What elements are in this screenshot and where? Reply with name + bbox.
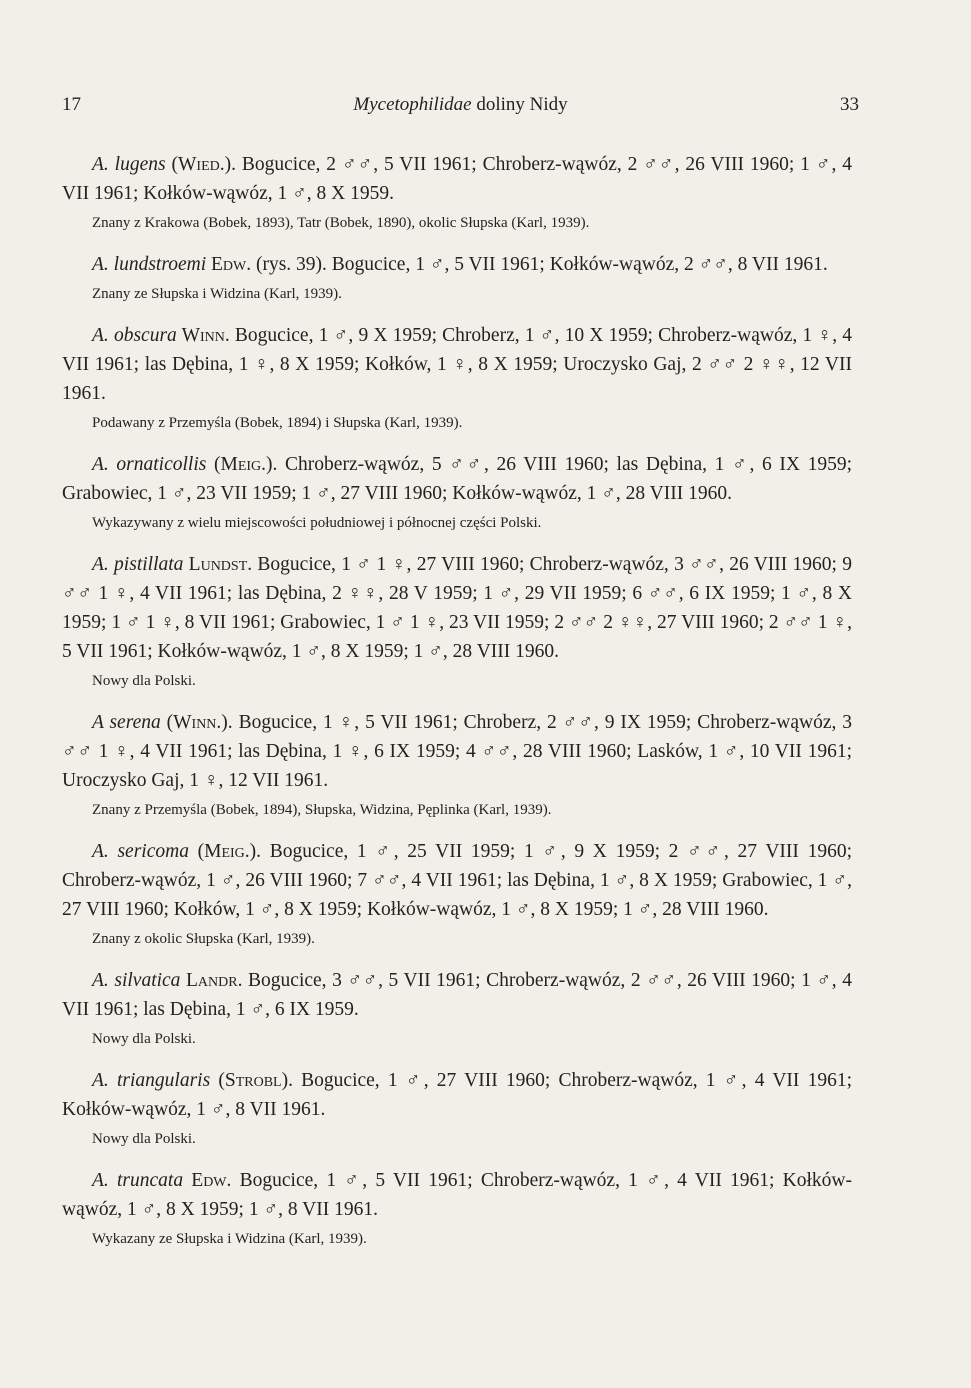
- species-paragraph: [62, 150, 852, 208]
- distribution-note: Wykazywany z wielu miejscowości południowej i północnej części Polski.: [92, 515, 542, 531]
- species-records: Chroberz-wąwóz, 5 ♂♂, 26 VIII 1960; las Dębina, 1 ♂, 6 IX 1959; Grabowiec, 1 ♂, 23 VII 1959; 1 ♂, 27 VIII 1960; Kołków-wąwóz, 1 ♂, 28 VIII 1960.: [62, 454, 852, 504]
- species-records: Bogucice, 3 ♂♂, 5 VII 1961; Chroberz-wąwóz, 2 ♂♂, 26 VIII 1960; 1 ♂, 4 VII 1961; las Dębina, 1 ♂, 6 IX 1959.: [62, 970, 852, 1020]
- species-author: Winn.: [176, 325, 230, 346]
- species-entry: [62, 1066, 852, 1150]
- species-name: A. ornaticollis: [92, 454, 207, 475]
- species-records: Bogucice, 1 ♂, 25 VII 1959; 1 ♂, 9 X 1959; 2 ♂♂, 27 VIII 1960; Chroberz-wąwóz, 1 ♂, 26 VIII 1960; 7 ♂♂, 4 VII 1961; las Dębina, 1 ♂, 8 X 1959; Grabowiec, 1 ♂, 27 VIII 1960; Kołków, 1 ♂, 8 X 1959; Kołków-wąwóz, 1 ♂, 8 X 1959; 1 ♂, 28 VIII 1960.: [62, 841, 852, 920]
- species-list: [62, 150, 852, 1266]
- species-records: Bogucice, 1 ♂, 5 VII 1961; Chroberz-wąwóz, 1 ♂, 4 VII 1961; Kołków-wąwóz, 1 ♂, 8 X 1959; 1 ♂, 8 VII 1961.: [62, 1170, 852, 1220]
- running-title-family: Mycetophilidae: [353, 94, 472, 115]
- species-author: Lundst.: [183, 554, 253, 575]
- species-paragraph: [62, 708, 852, 795]
- species-author: (Winn.).: [160, 712, 233, 733]
- species-author: Landr.: [180, 970, 243, 991]
- distribution-note: Znany z Przemyśla (Bobek, 1894), Słupska, Widzina, Pęplinka (Karl, 1939).: [92, 802, 552, 818]
- species-name: A. triangularis: [92, 1070, 211, 1091]
- distribution-note: Podawany z Przemyśla (Bobek, 1894) i Słupska (Karl, 1939).: [92, 415, 463, 431]
- species-paragraph: [62, 1066, 852, 1124]
- species-entry: [62, 1166, 852, 1250]
- running-header: [62, 94, 859, 116]
- species-entry: [62, 250, 852, 305]
- distribution-note: Nowy dla Polski.: [92, 1131, 196, 1147]
- species-name: A serena: [92, 712, 161, 733]
- species-author: (Meig.).: [188, 841, 262, 862]
- species-paragraph: [62, 250, 852, 279]
- species-records: Bogucice, 1 ♀, 5 VII 1961; Chroberz, 2 ♂♂, 9 IX 1959; Chroberz-wąwóz, 3 ♂♂ 1 ♀, 4 VII 1961; las Dębina, 1 ♀, 6 IX 1959; 4 ♂♂, 28 VIII 1960; Lasków, 1 ♂, 10 VII 1961; Uroczysko Gaj, 1 ♀, 12 VII 1961.: [62, 712, 853, 791]
- species-paragraph: [62, 837, 852, 924]
- distribution-note: Nowy dla Polski.: [92, 1031, 196, 1047]
- species-entry: [62, 966, 852, 1050]
- species-entry: [62, 837, 852, 950]
- distribution-note: Wykazany ze Słupska i Widzina (Karl, 1939).: [92, 1231, 367, 1247]
- species-entry: [62, 450, 852, 534]
- species-entry: [62, 321, 852, 434]
- species-author: Edw.: [206, 254, 252, 275]
- species-name: A. obscura: [92, 325, 177, 346]
- running-title-rest: doliny Nidy: [471, 94, 568, 115]
- species-paragraph: [62, 321, 852, 408]
- species-records: Bogucice, 2 ♂♂, 5 VII 1961; Chroberz-wąwóz, 2 ♂♂, 26 VIII 1960; 1 ♂, 4 VII 1961; Kołków-wąwóz, 1 ♂, 8 X 1959.: [62, 154, 853, 204]
- page-number-left: 17: [62, 94, 81, 115]
- running-title: [353, 94, 567, 116]
- species-name: A. silvatica: [92, 970, 181, 991]
- species-entry: [62, 708, 852, 821]
- page-number-right: 33: [840, 94, 859, 115]
- species-paragraph: [62, 450, 852, 508]
- distribution-note: Nowy dla Polski.: [92, 673, 196, 689]
- distribution-note: Znany ze Słupska i Widzina (Karl, 1939).: [92, 286, 342, 302]
- distribution-note: Znany z Krakowa (Bobek, 1893), Tatr (Bobek, 1890), okolic Słupska (Karl, 1939).: [92, 215, 590, 231]
- species-name: A. truncata: [92, 1170, 184, 1191]
- species-paragraph: [62, 1166, 852, 1224]
- species-name: A. lundstroemi: [92, 254, 207, 275]
- species-records: Bogucice, 1 ♂, 9 X 1959; Chroberz, 1 ♂, 10 X 1959; Chroberz-wąwóz, 1 ♀, 4 VII 1961; las Dębina, 1 ♀, 8 X 1959; Kołków, 1 ♀, 8 X 1959; Uroczysko Gaj, 2 ♂♂ 2 ♀♀, 12 VII 1961.: [62, 325, 853, 404]
- species-name: A. pistillata: [92, 554, 184, 575]
- species-name: A. sericoma: [92, 841, 189, 862]
- species-entry: [62, 550, 852, 692]
- species-name: A. lugens: [92, 154, 166, 175]
- distribution-note: Znany z okolic Słupska (Karl, 1939).: [92, 931, 315, 947]
- species-entry: [62, 150, 852, 234]
- species-records: Bogucice, 1 ♂ 1 ♀, 27 VIII 1960; Chroberz-wąwóz, 3 ♂♂, 26 VIII 1960; 9 ♂♂ 1 ♀, 4 VII 1961; las Dębina, 2 ♀♀, 28 V 1959; 1 ♂, 29 VII 1959; 6 ♂♂, 6 IX 1959; 1 ♂, 8 X 1959; 1 ♂ 1 ♀, 8 VII 1961; Grabowiec, 1 ♂ 1 ♀, 23 VII 1959; 2 ♂♂ 2 ♀♀, 27 VIII 1960; 2 ♂♂ 1 ♀, 5 VII 1961; Kołków-wąwóz, 1 ♂, 8 X 1959; 1 ♂, 28 VIII 1960.: [62, 554, 852, 662]
- species-author: (Meig.).: [206, 454, 278, 475]
- species-author: (Wied.).: [165, 154, 236, 175]
- species-author: (Strobl).: [210, 1070, 293, 1091]
- species-author: Edw.: [183, 1170, 232, 1191]
- species-paragraph: [62, 550, 852, 666]
- species-records: Bogucice, 1 ♂, 27 VIII 1960; Chroberz-wąwóz, 1 ♂, 4 VII 1961; Kołków-wąwóz, 1 ♂, 8 VII 1961.: [62, 1070, 852, 1120]
- species-records: (rys. 39). Bogucice, 1 ♂, 5 VII 1961; Kołków-wąwóz, 2 ♂♂, 8 VII 1961.: [251, 254, 828, 275]
- species-paragraph: [62, 966, 852, 1024]
